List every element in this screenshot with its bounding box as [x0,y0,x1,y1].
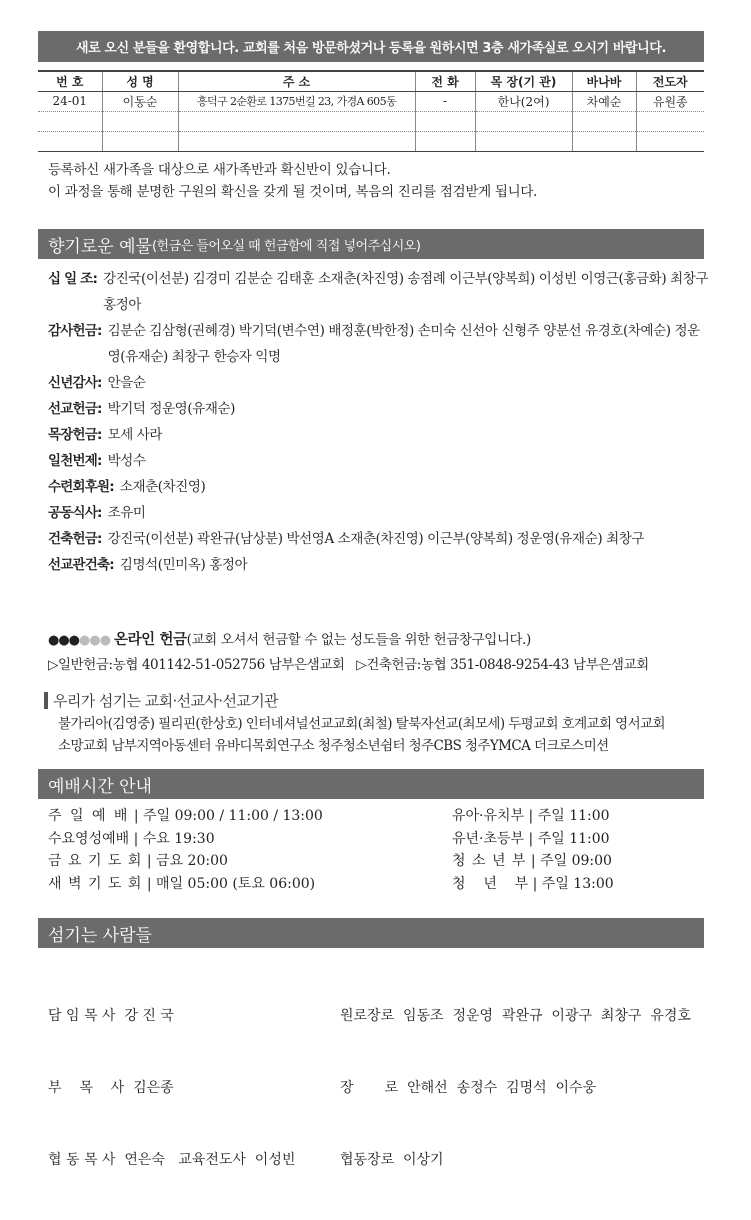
table-row [38,111,704,131]
offering-subtitle: (헌금은 들어오실 때 헌금함에 직접 넣어주십시오) [151,238,421,254]
offering-header [38,229,704,259]
worship-row: 유년·초등부 | 주일 11:00 [452,830,610,847]
staff-row: 원로장로 임동조 정운영 곽완규 이광구 최창구 유경호 [340,1008,691,1024]
cell-empty [38,131,102,151]
header-address: 주 소 [178,71,415,91]
offering-names: 김명석(민미옥) 홍정아 [119,557,248,573]
offering-row-mission [48,396,708,422]
cell-empty [475,111,572,131]
cell-name: 이동순 [102,91,178,111]
cell-empty [636,111,704,131]
offering-row-meal [48,500,708,526]
section-bar-icon [44,692,48,709]
cell-empty [178,131,415,151]
staff-row: 협 동 목 사 연은숙 교육전도사 이성빈 [48,1152,296,1168]
support-heading: 우리가 섬기는 교회·선교사·선교기관 [53,692,279,710]
offering-names: 안을순 [107,375,146,391]
offering-row-tithe [48,266,708,318]
staff-row: 협동장로 이상기 [340,1152,444,1168]
offering-row-thousand [48,448,708,474]
cell-empty [102,131,178,151]
offering-names: 모세 사라 [107,427,163,443]
worship-row: 청 년 부 | 주일 13:00 [452,875,614,892]
worship-row: 주 일 예 배 | 주일 09:00 / 11:00 / 13:00 [48,808,323,824]
offering-row-retreat [48,474,708,500]
offering-label: 십 일 조: [48,271,98,287]
offering-label: 일천번제: [48,453,102,469]
bullet-dots-icon: ●●●●●● [48,633,111,648]
offering-row-building [48,526,708,552]
offering-label: 목장헌금: [48,427,102,443]
staff-row: 담 임 목 사 강 진 국 [48,1008,174,1024]
people-title: 섬기는 사람들 [48,925,152,946]
people-header [38,918,704,948]
offering-label: 수련회후원: [48,479,114,495]
offering-label: 감사헌금: [48,323,102,339]
staff-row: 장 로 안해선 송정수 김명석 이수웅 [340,1080,597,1096]
worship-title: 예배시간 안내 [48,776,152,797]
offering-label: 건축헌금: [48,531,102,547]
cell-phone: - [415,91,475,111]
header-number: 번 호 [38,71,102,91]
supported-missions [44,690,704,757]
offering-names: 강진국(이선분) 김경미 김분순 김태훈 소재춘(차진영) 송점례 이근부(양복희) 이성빈 이영근(홍금화) 최창구 홍정아 [103,271,709,313]
header-group: 목 장(기 관) [475,71,572,91]
header-phone: 전 화 [415,71,475,91]
offering-title: 향기로운 예물 [48,236,152,257]
table-row [38,91,704,111]
offering-names: 박기덕 정운영(유재순) [107,401,235,417]
welcome-banner: 새로 오신 분들을 환영합니다. 교회를 처음 방문하셨거나 등록을 원하시면 3층 새가족실로 오시기 바랍니다. [38,31,704,62]
offering-names: 소재춘(차진영) [119,479,206,495]
table-row [38,131,704,151]
offering-names: 김분순 김삼형(권혜경) 박기덕(변수연) 배정훈(박한정) 손미숙 신선아 신형주 양분선 유경호(차예순) 정운영(유재순) 최창구 한승자 익명 [107,323,700,365]
offering-label: 선교헌금: [48,401,102,417]
registration-table [38,70,704,152]
account-building: ▷건축헌금:농협 351-0848-9254-43 남부은샘교회 [356,657,649,673]
online-offering-title: 온라인 헌금 [113,632,187,648]
account-info [48,653,649,677]
worship-row: 새 벽 기 도 회 | 매일 05:00 (토요 06:00) [48,875,316,892]
header-name: 성 명 [102,71,178,91]
account-general: ▷일반헌금:농협 401142-51-052756 남부은샘교회 [48,657,345,673]
worship-row: 수요영성예배 | 수요 19:30 [48,830,215,847]
offering-row-cell [48,422,708,448]
cell-number: 24-01 [38,91,102,111]
cell-empty [415,111,475,131]
online-offering-desc: (교회 오셔서 헌금할 수 없는 성도들을 위한 헌금창구입니다.) [186,632,531,648]
offering-names: 강진국(이선분) 곽완규(남상분) 박선영A 소재춘(차진영) 이근부(양복희) 정운영(유재순) 최창구 [107,531,645,547]
cell-barnabas: 차예순 [572,91,636,111]
header-barnabas: 바나바 [572,71,636,91]
offering-row-mission-building [48,552,708,578]
cell-empty [475,131,572,151]
worship-column-left [48,805,323,895]
cell-evangelist: 유원종 [636,91,704,111]
staff-column-left [48,956,295,1220]
cell-empty [102,111,178,131]
notice-line: 이 과정을 통해 분명한 구원의 확신을 갖게 될 것이며, 복음의 진리를 점검받게 됩니다. [48,184,538,200]
newcomer-notice [48,159,537,203]
offering-label: 공동식사: [48,505,102,521]
offering-label: 신년감사: [48,375,102,391]
cell-empty [572,131,636,151]
worship-column-right [452,805,614,895]
cell-address: 흥덕구 2순환로 1375번길 23, 가경A 605동 [178,91,415,111]
worship-row: 청 소 년 부 | 주일 09:00 [452,853,612,869]
notice-line: 등록하신 새가족을 대상으로 새가족반과 확신반이 있습니다. [48,162,391,178]
offering-row-newyear [48,370,708,396]
cell-empty [38,111,102,131]
worship-header [38,769,704,799]
offering-row-thanks [48,318,708,370]
cell-empty [178,111,415,131]
staff-column-right [340,956,691,1220]
offering-list [48,266,708,578]
worship-row: 유아·유치부 | 주일 11:00 [452,808,610,824]
offering-names: 박성수 [107,453,146,469]
cell-empty [636,131,704,151]
online-offering-header [48,628,649,653]
support-list-line: 소망교회 남부지역아동센터 유바디목회연구소 청주청소년쉼터 청주CBS 청주YMCA 더크로스미션 [58,738,609,754]
header-evangelist: 전도자 [636,71,704,91]
cell-empty [415,131,475,151]
cell-empty [572,111,636,131]
cell-group: 한나(2여) [475,91,572,111]
offering-label: 선교관건축: [48,557,114,573]
worship-row: 금 요 기 도 회 | 금요 20:00 [48,853,228,869]
offering-names: 조유미 [107,505,146,521]
online-offering [48,628,649,677]
support-list-line: 불가리아(김영중) 필리핀(한상호) 인터네셔널선교교회(최철) 탈북자선교(최모세) 두평교회 호계교회 영서교회 [58,716,665,732]
staff-row: 부 목 사 김은종 [48,1080,174,1096]
table-header-row [38,71,704,91]
